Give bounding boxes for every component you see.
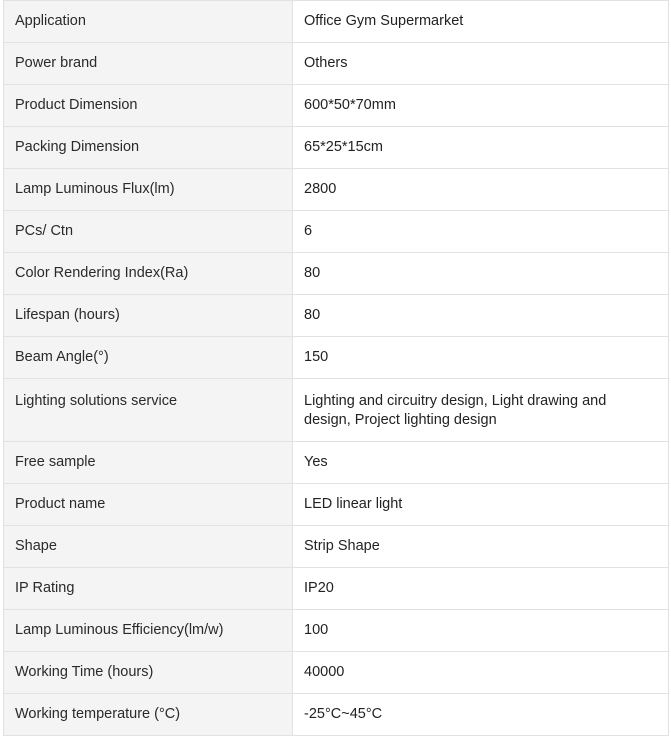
table-row — [4, 253, 669, 295]
spec-key: Application — [4, 1, 293, 43]
spec-key: Working Time (hours) — [4, 652, 293, 694]
spec-value: 2800 — [293, 169, 669, 211]
table-row — [4, 211, 669, 253]
spec-key: Free sample — [4, 442, 293, 484]
spec-key: Lighting solutions service — [4, 379, 293, 442]
spec-key: PCs/ Ctn — [4, 211, 293, 253]
table-row — [4, 610, 669, 652]
spec-key: IP Rating — [4, 568, 293, 610]
spec-value: LED linear light — [293, 484, 669, 526]
spec-key: Lamp Luminous Efficiency(lm/w) — [4, 610, 293, 652]
spec-key: Lamp Luminous Flux(lm) — [4, 169, 293, 211]
table-row — [4, 526, 669, 568]
table-row — [4, 169, 669, 211]
table-row — [4, 127, 669, 169]
table-row — [4, 484, 669, 526]
spec-value: Yes — [293, 442, 669, 484]
spec-key: Working temperature (°C) — [4, 694, 293, 736]
spec-value: 150 — [293, 337, 669, 379]
specification-table — [3, 0, 669, 736]
spec-key: Power brand — [4, 43, 293, 85]
spec-value: 80 — [293, 253, 669, 295]
spec-key: Shape — [4, 526, 293, 568]
spec-key: Product Dimension — [4, 85, 293, 127]
spec-value: Office Gym Supermarket — [293, 1, 669, 43]
table-row — [4, 295, 669, 337]
spec-value: 40000 — [293, 652, 669, 694]
spec-value: -25°C~45°C — [293, 694, 669, 736]
spec-key: Product name — [4, 484, 293, 526]
table-row — [4, 652, 669, 694]
spec-value: 65*25*15cm — [293, 127, 669, 169]
spec-key: Lifespan (hours) — [4, 295, 293, 337]
table-row — [4, 694, 669, 736]
spec-value: 600*50*70mm — [293, 85, 669, 127]
spec-key: Beam Angle(°) — [4, 337, 293, 379]
table-row — [4, 85, 669, 127]
table-row — [4, 1, 669, 43]
table-row — [4, 337, 669, 379]
spec-value: 80 — [293, 295, 669, 337]
spec-value: 6 — [293, 211, 669, 253]
spec-value: IP20 — [293, 568, 669, 610]
table-row — [4, 379, 669, 442]
spec-value: 100 — [293, 610, 669, 652]
table-row — [4, 442, 669, 484]
spec-value: Strip Shape — [293, 526, 669, 568]
spec-key: Color Rendering Index(Ra) — [4, 253, 293, 295]
spec-key: Packing Dimension — [4, 127, 293, 169]
spec-value: Lighting and circuitry design, Light drawing and design, Project lighting design — [293, 379, 669, 442]
table-row — [4, 43, 669, 85]
spec-value: Others — [293, 43, 669, 85]
table-row — [4, 568, 669, 610]
